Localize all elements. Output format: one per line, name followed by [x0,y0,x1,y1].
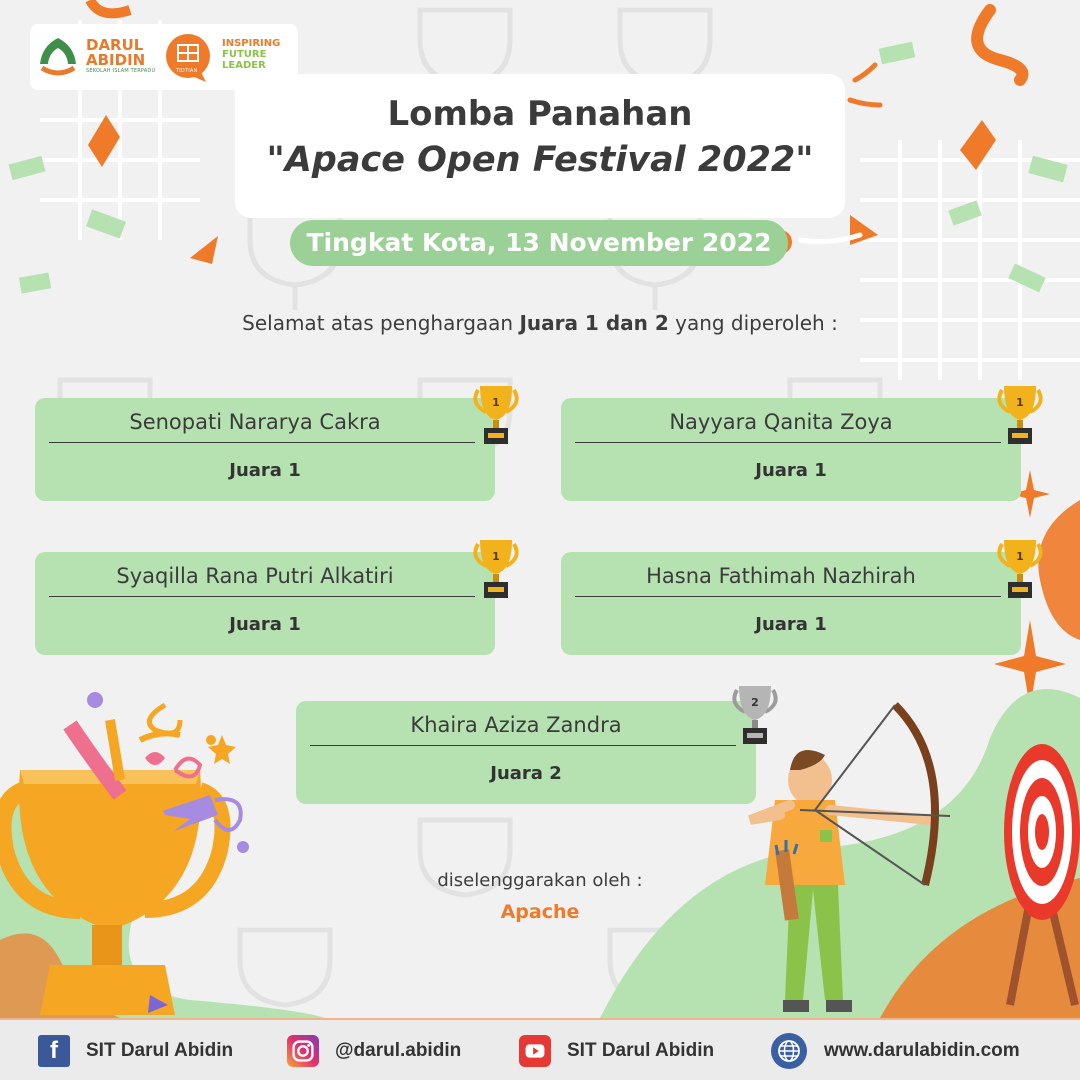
gold-trophy-icon [996,538,1044,600]
winner-name: Senopati Nararya Cakra [129,410,381,434]
logo-inspire-line2: FUTURE [222,49,267,60]
footer-website[interactable] [770,1020,1020,1080]
logo-darul-line1: DARUL [86,36,144,54]
winner-rank: Juara 1 [229,614,301,635]
name-underline [575,596,1001,597]
website-label[interactable]: www.darulabidin.com [824,1040,1020,1061]
winner-card [296,701,756,804]
logo-inspire-line3: LEADER [222,60,266,71]
gold-trophy-icon [472,384,520,446]
congrats-prefix: Selamat atas penghargaan [242,311,520,335]
footer [0,1018,1080,1080]
organizer-name: Apache [500,901,580,923]
trophy-badge: 1 [1016,550,1024,563]
facebook-icon[interactable]: f [38,1035,70,1067]
name-underline [310,745,736,746]
globe-icon[interactable] [770,1032,808,1070]
winner-card [561,552,1021,655]
winner-rank: Juara 1 [755,460,827,481]
winner-name: Syaqilla Rana Putri Alkatiri [116,564,394,588]
winner-rank: Juara 1 [755,614,827,635]
winner-card [35,398,495,501]
winner-card [35,552,495,655]
congrats-highlight: Juara 1 dan 2 [519,311,669,335]
gold-trophy-icon [996,384,1044,446]
winner-rank: Juara 2 [490,763,562,784]
trophy-badge: 2 [751,696,759,709]
logo-darul-line2: ABIDIN [86,51,146,69]
instagram-icon[interactable] [287,1035,319,1067]
name-underline [49,442,475,443]
congrats-suffix: yang diperoleh : [668,311,838,335]
date-pill: Tingkat Kota, 13 November 2022 [290,220,788,266]
footer-instagram[interactable] [287,1020,461,1080]
winner-rank: Juara 1 [229,460,301,481]
title-card [235,74,845,218]
congrats-text [0,311,1080,335]
footer-youtube[interactable] [519,1020,714,1080]
winner-name: Khaira Aziza Zandra [410,713,622,737]
trophy-badge: 1 [492,550,500,563]
facebook-label[interactable]: SIT Darul Abidin [86,1040,234,1061]
winner-card [561,398,1021,501]
name-underline [575,442,1001,443]
logo-darul-tagline: SEKOLAH ISLAM TERPADU [86,68,156,74]
darul-abidin-logo-icon [36,34,80,80]
page-title: Lomba Panahan [387,94,693,134]
winner-name: Nayyara Qanita Zoya [669,410,893,434]
silver-trophy-icon [731,684,779,746]
youtube-icon[interactable] [519,1035,551,1067]
name-underline [49,596,475,597]
winner-name: Hasna Fathimah Nazhirah [646,564,916,588]
instagram-label[interactable]: @darul.abidin [335,1040,462,1061]
event-title: "Apace Open Festival 2022" [266,140,814,180]
inspiring-future-leader-logo-icon [162,32,218,84]
youtube-label[interactable]: SIT Darul Abidin [567,1040,715,1061]
logo-inspire-line1: INSPIRING [222,38,281,49]
organizer-label: diselenggarakan oleh : [437,870,643,891]
trophy-badge: 1 [492,396,500,409]
logo-inspire-badge: TIDTIAN [176,68,198,74]
trophy-badge: 1 [1016,396,1024,409]
gold-trophy-icon [472,538,520,600]
footer-facebook[interactable] [38,1020,233,1080]
